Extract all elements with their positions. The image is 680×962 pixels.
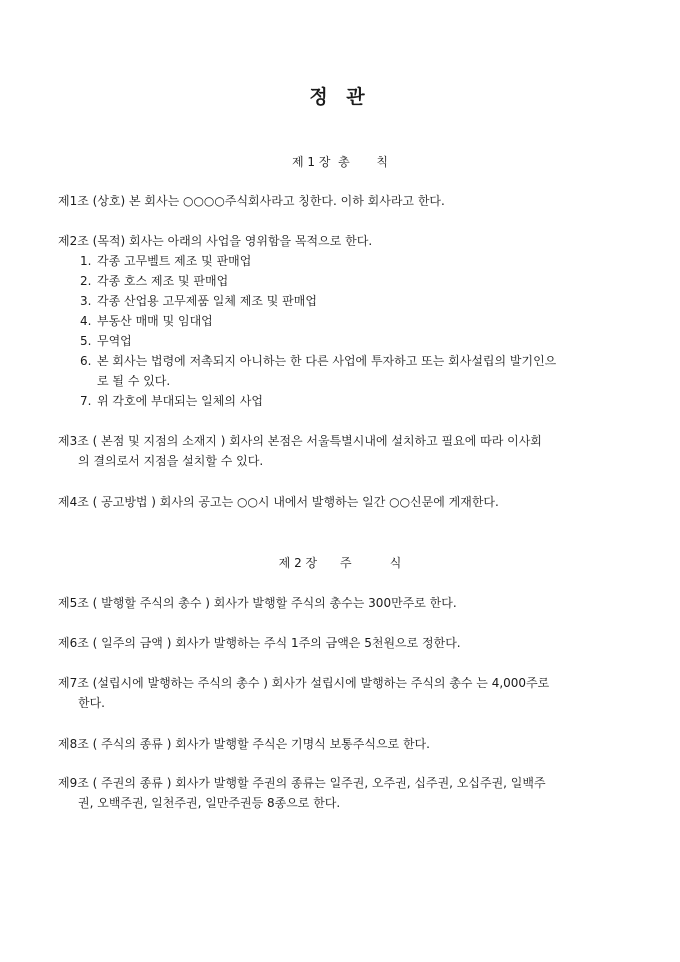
article-7: 제7조 (설립시에 발행하는 주식의 총수 ) 회사가 설립시에 발행하는 주식의 총수 는 4,000주로: [58, 676, 550, 690]
list-item-text: 각종 산업용 고무제품 일체 제조 및 판매업: [97, 294, 317, 308]
list-item-text: 위 각호에 부대되는 일체의 사업: [97, 394, 263, 408]
list-item-number: 7.: [80, 394, 92, 408]
list-item-continuation: 로 될 수 있다.: [97, 374, 171, 388]
list-item: [80, 311, 213, 331]
article-9: 제9조 ( 주권의 종류 ) 회사가 발행할 주권의 종류는 일주권, 오주권, 십주권, 오십주권, 일백주: [58, 776, 546, 790]
article-3: 제3조 ( 본점 및 지점의 소재지 ) 회사의 본점은 서울특별시내에 설치하고 필요에 따라 이사회: [58, 434, 542, 448]
list-item: [80, 331, 132, 351]
list-item: [80, 391, 263, 411]
list-item: [80, 351, 556, 371]
list-item-text: 부동산 매매 및 임대업: [97, 314, 213, 328]
list-item: [80, 291, 317, 311]
list-item-text: 각종 호스 제조 및 판매업: [97, 274, 229, 288]
list-item-text: 본 회사는 법령에 저촉되지 아니하는 한 다른 사업에 투자하고 또는 회사설립의 발기인으: [97, 354, 557, 368]
chapter-heading-2: 제 2 장 주 식: [278, 556, 402, 570]
list-item-number: 2.: [80, 274, 92, 288]
article-7-continuation: 한다.: [78, 696, 105, 710]
article-4: 제4조 ( 공고방법 ) 회사의 공고는 ○○시 내에서 발행하는 일간 ○○신문에 게재한다.: [58, 495, 499, 509]
article-8: 제8조 ( 주식의 종류 ) 회사가 발행할 주식은 기명식 보통주식으로 한다.: [58, 737, 430, 751]
chapter-heading-1: 제 1 장 총 칙: [292, 155, 388, 169]
article-5: 제5조 ( 발행할 주식의 총수 ) 회사가 발행할 주식의 총수는 300만주로 한다.: [58, 596, 457, 610]
list-item-number: 5.: [80, 334, 92, 348]
article-9-continuation: 권, 오백주권, 일천주권, 일만주권등 8종으로 한다.: [78, 796, 341, 810]
article-2: 제2조 (목적) 회사는 아래의 사업을 영위함을 목적으로 한다.: [58, 234, 373, 248]
list-item-number: 3.: [80, 294, 92, 308]
list-item-number: 6.: [80, 354, 92, 368]
list-item: [80, 251, 251, 271]
article-1: 제1조 (상호) 본 회사는 ○○○○주식회사라고 칭한다. 이하 회사라고 한다.: [58, 194, 445, 208]
list-item-text: 각종 고무벨트 제조 및 판매업: [97, 254, 252, 268]
list-item-number: 1.: [80, 254, 92, 268]
article-3-continuation: 의 결의로서 지점을 설치할 수 있다.: [78, 454, 264, 468]
list-item: [80, 271, 228, 291]
article-6: 제6조 ( 일주의 금액 ) 회사가 발행하는 주식 1주의 금액은 5천원으로 정한다.: [58, 636, 461, 650]
list-item-text: 무역업: [97, 334, 132, 348]
list-item-number: 4.: [80, 314, 92, 328]
document-title: 정 관: [309, 86, 371, 108]
